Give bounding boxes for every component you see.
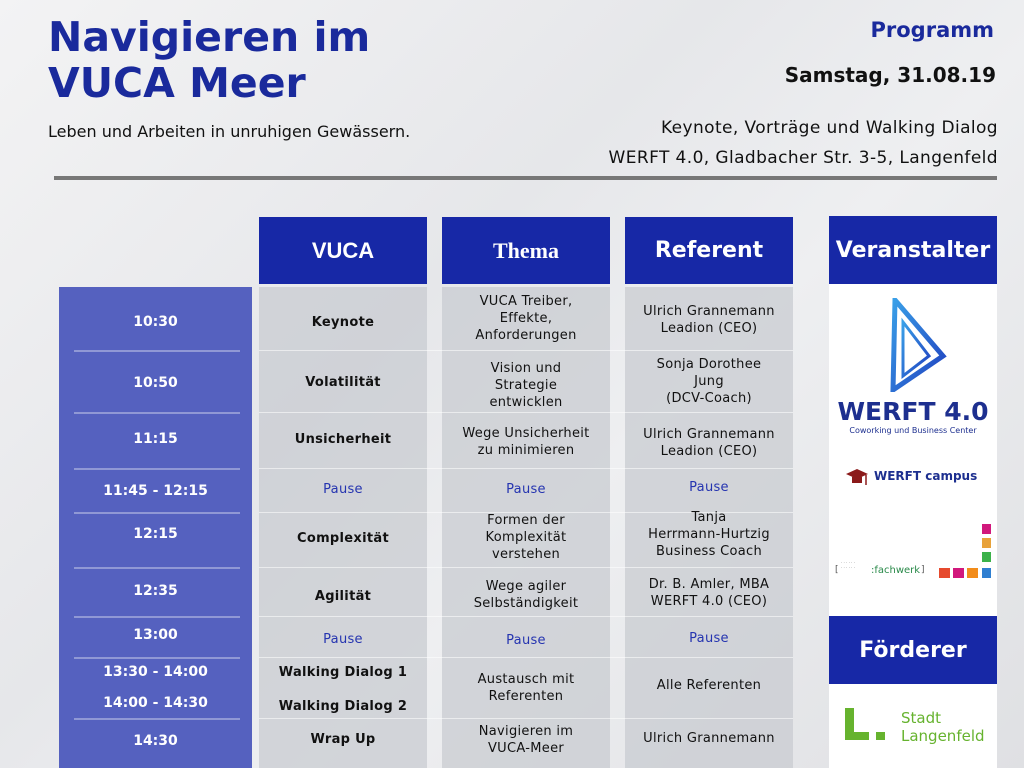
event-address: WERFT 4.0, Gladbacher Str. 3-5, Langenfeld	[608, 148, 998, 168]
referent-line: Ulrich Grannemann	[643, 304, 775, 319]
thema-line: Anforderungen	[475, 328, 577, 343]
thema-line: Navigieren im	[478, 724, 574, 739]
header-veranstalter: Veranstalter	[829, 216, 997, 284]
thema-line: Wege agiler	[485, 579, 567, 594]
time-slot: 12:35	[133, 583, 178, 599]
thema-line: Austausch mit	[477, 672, 575, 687]
langenfeld-line: Langenfeld	[901, 727, 985, 745]
vuca-cell: Complexität	[297, 531, 389, 546]
time-slot: 11:45 - 12:15	[103, 483, 208, 499]
header-thema: Thema	[442, 217, 610, 284]
time-separator	[74, 468, 240, 470]
fachwerk-text: :fachwerk	[871, 565, 921, 576]
referent-line: WERFT 4.0 (CEO)	[650, 594, 768, 609]
thema-cell	[443, 512, 609, 563]
time-separator	[74, 718, 240, 720]
referent-cell-pause	[626, 479, 792, 496]
fachwerk-small-text: · · · · · · · · · · · ·	[841, 560, 855, 570]
thema-line: VUCA-Meer	[487, 741, 565, 756]
thema-cell	[443, 293, 609, 344]
header-referent: Referent	[625, 217, 793, 284]
thema-line: entwicklen	[489, 395, 563, 410]
time-separator	[74, 512, 240, 514]
vuca-cell: Keynote	[311, 315, 375, 330]
thema-line: Selbständigkeit	[473, 596, 579, 611]
vuca-column	[259, 287, 427, 768]
page-title	[48, 14, 468, 106]
time-separator	[74, 567, 240, 569]
fachwerk-block	[939, 568, 950, 578]
vuca-cell-pause: Pause	[323, 632, 363, 647]
graduation-cap-icon	[845, 467, 869, 489]
header-foerderer: Förderer	[829, 616, 997, 684]
thema-cell-pause	[443, 481, 609, 498]
referent-cell	[626, 730, 792, 747]
thema-cell	[443, 723, 609, 757]
header-vuca: VUCA	[259, 217, 427, 284]
thema-line: Formen der	[487, 513, 565, 528]
fachwerk-bracket-close: ]	[921, 565, 925, 575]
vuca-cell-pause: Pause	[323, 482, 363, 497]
referent-cell	[626, 509, 792, 560]
referent-cell	[626, 677, 792, 694]
referent-line: Sonja Dorothee	[656, 357, 762, 372]
referent-line: Pause	[689, 480, 729, 495]
row-separator	[259, 718, 793, 719]
referent-cell-pause	[626, 630, 792, 647]
event-date: Samstag, 31.08.19	[784, 63, 996, 87]
werft-tagline: Coworking und Business Center	[849, 426, 977, 435]
thema-line: verstehen	[491, 547, 561, 562]
referent-cell	[626, 303, 792, 337]
time-slot: 12:15	[133, 526, 178, 542]
referent-cell	[626, 426, 792, 460]
row-separator	[259, 412, 793, 413]
fachwerk-block	[982, 538, 991, 548]
time-slot: 10:50	[133, 375, 178, 391]
stadt-langenfeld-text	[901, 709, 985, 745]
referent-line: Tanja	[691, 510, 727, 525]
thema-line: VUCA Treiber,	[479, 294, 573, 309]
referent-cell	[626, 356, 792, 407]
time-separator	[74, 616, 240, 618]
title-line-1: Navigieren im	[48, 13, 371, 61]
thema-line: Vision und	[490, 361, 562, 376]
time-slot: 13:30 - 14:00	[103, 664, 208, 680]
row-separator	[259, 350, 793, 351]
thema-line: Pause	[506, 482, 546, 497]
stadt-langenfeld-logo-icon	[843, 706, 891, 746]
vuca-cell: Volatilität	[305, 375, 381, 390]
row-separator	[259, 468, 793, 469]
referent-line: Alle Referenten	[656, 678, 762, 693]
referent-line: Leadion (CEO)	[660, 321, 758, 336]
fachwerk-block	[967, 568, 978, 578]
vuca-cell: Wrap Up	[310, 732, 376, 747]
time-slot: 11:15	[133, 431, 178, 447]
time-separator	[74, 657, 240, 659]
time-slot: 13:00	[133, 627, 178, 643]
referent-cell	[626, 576, 792, 610]
thema-cell	[443, 360, 609, 411]
header-divider	[54, 176, 997, 180]
row-separator	[259, 616, 793, 617]
werft-logo-icon	[889, 298, 947, 392]
fachwerk-block	[982, 568, 991, 578]
thema-line: Effekte,	[499, 311, 553, 326]
referent-line: Jung	[694, 374, 724, 389]
fachwerk-bracket: [	[835, 565, 839, 575]
thema-cell-pause	[443, 632, 609, 649]
referent-line: Leadion (CEO)	[660, 444, 758, 459]
thema-line: Wege Unsicherheit	[462, 426, 590, 441]
fachwerk-block	[982, 552, 991, 562]
referent-line: Herrmann-Hurtzig	[648, 527, 770, 542]
vuca-cell: Unsicherheit	[294, 432, 392, 447]
thema-cell	[443, 425, 609, 459]
fachwerk-block	[982, 524, 991, 534]
thema-cell	[443, 671, 609, 705]
time-slot: 14:30	[133, 733, 178, 749]
time-separator	[74, 350, 240, 352]
time-separator	[74, 412, 240, 414]
thema-cell	[443, 578, 609, 612]
vuca-cell: Walking Dialog 2	[278, 699, 408, 714]
referent-line: (DCV-Coach)	[666, 391, 752, 406]
row-separator	[259, 567, 793, 568]
programm-label: Programm	[870, 18, 994, 42]
event-format: Keynote, Vorträge und Walking Dialog	[660, 118, 998, 138]
referent-line: Dr. B. Amler, MBA	[648, 577, 770, 592]
veranstalter-logos	[829, 284, 997, 616]
fachwerk-block	[953, 568, 964, 578]
stadt-line: Stadt	[901, 709, 941, 727]
time-slot: 14:00 - 14:30	[103, 695, 208, 711]
thema-line: Pause	[506, 633, 546, 648]
subtitle: Leben und Arbeiten in unruhigen Gewässern.	[48, 122, 411, 141]
thema-line: Komplexität	[485, 530, 567, 545]
vuca-cell: Walking Dialog 1	[278, 665, 408, 680]
referent-line: Ulrich Grannemann	[643, 427, 775, 442]
vuca-cell: Agilität	[314, 589, 372, 604]
werft-campus-text: WERFT campus	[874, 469, 978, 483]
referent-line: Business Coach	[655, 544, 763, 559]
row-separator	[259, 657, 793, 658]
referent-line: Pause	[689, 631, 729, 646]
title-line-2: VUCA Meer	[48, 59, 306, 107]
time-slot: 10:30	[133, 314, 178, 330]
werft-logo-text: WERFT 4.0	[837, 397, 989, 426]
thema-line: zu minimieren	[477, 443, 575, 458]
referent-line: Ulrich Grannemann	[643, 731, 775, 746]
foerderer-logo	[829, 684, 997, 768]
thema-line: Referenten	[488, 689, 564, 704]
thema-line: Strategie	[494, 378, 558, 393]
